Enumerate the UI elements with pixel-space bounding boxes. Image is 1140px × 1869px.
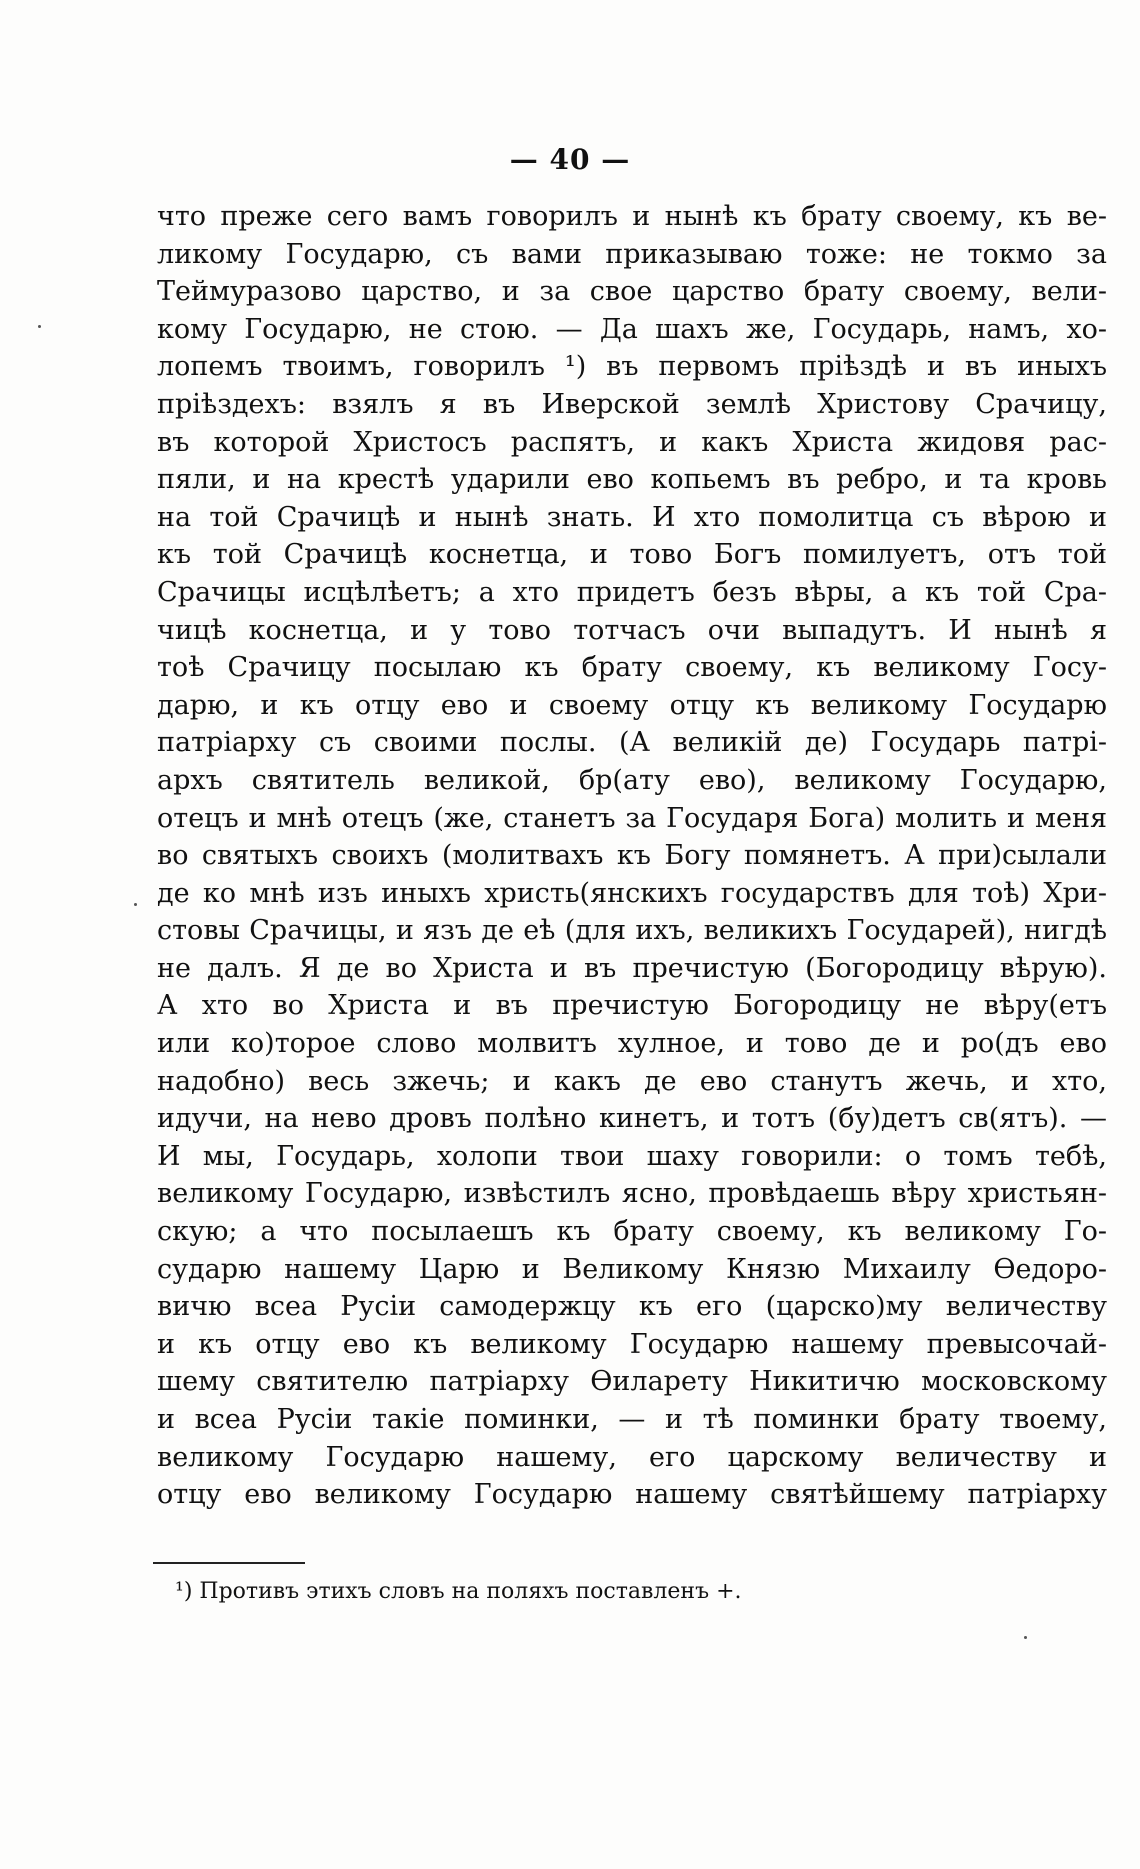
text-line: шему святителю патріарху Ѳиларету Никитичю московскому — [157, 1366, 1107, 1398]
text-line: И мы, Государь, холопи твои шаху говорили: о томъ тебѣ, — [157, 1140, 1107, 1172]
text-line: де ко мнѣ изъ иныхъ христь(янскихъ государствъ для тоѣ) Хри- — [157, 877, 1107, 909]
text-line: не далъ. Я де во Христа и въ пречистую (Богородицу вѣрую). — [157, 952, 1107, 984]
text-line: архъ святитель великой, бр(ату ево), великому Государю, — [157, 764, 1107, 796]
text-line: идучи, на нево дровъ полѣно кинетъ, и тотъ (бу)детъ св(ятъ). — — [157, 1103, 1107, 1135]
text-line: пріѣздехъ: взялъ я въ Иверской землѣ Христову Срачицу, — [157, 388, 1107, 420]
text-line: и къ отцу ево къ великому Государю нашему превысочай- — [157, 1328, 1107, 1360]
text-line: или ко)торое слово молвитъ хулное, и тово де и ро(дъ ево — [157, 1028, 1107, 1060]
text-line: къ той Срачицѣ коснетца, и тово Богъ помилуетъ, отъ той — [157, 539, 1107, 571]
text-line: великому Государю, извѣстилъ ясно, провѣдаешь вѣру христьян- — [157, 1178, 1107, 1210]
text-line: пяли, и на крестѣ ударили ево копьемъ въ ребро, и та кровь — [157, 464, 1107, 496]
text-line: чицѣ коснетца, и у тово тотчасъ очи выпадутъ. И нынѣ я — [157, 614, 1107, 646]
text-line: кому Государю, не стою. — Да шахъ же, Государь, намъ, хо- — [157, 313, 1107, 345]
text-line: надобно) весь зжечь; и какъ де ево станутъ жечь, и хто, — [157, 1065, 1107, 1097]
footnote-divider — [153, 1562, 305, 1564]
footnote: ¹) Противъ этихъ словъ на поляхъ поставленъ +. — [175, 1579, 742, 1604]
text-line: вичю всеа Русіи самодержцу къ его (царско)му величеству — [157, 1291, 1107, 1323]
text-line: что преже сего вамъ говорилъ и нынѣ къ брату своему, къ ве- — [157, 201, 1107, 232]
text-line: на той Срачицѣ и нынѣ знать. И хто помолитца съ вѣрою и — [157, 501, 1107, 533]
text-line: въ которой Христосъ распятъ, и какъ Христа жидовя рас- — [157, 426, 1107, 458]
page-number: — 40 — — [509, 143, 631, 176]
text-line: сударю нашему Царю и Великому Князю Михаилу Ѳедоро- — [157, 1253, 1107, 1285]
text-line: Срачицы исцѣлѣетъ; а хто придетъ безъ вѣры, а къ той Сра- — [157, 576, 1107, 608]
text-line: скую; а что посылаешъ къ брату своему, къ великому Го- — [157, 1216, 1107, 1248]
text-line: тоѣ Срачицу посылаю къ брату своему, къ великому Госу- — [157, 652, 1107, 684]
ink-speck — [134, 903, 137, 906]
text-line: и всеа Русіи такіе поминки, — и тѣ поминки брату твоему, — [157, 1404, 1107, 1435]
body-text — [157, 198, 1107, 1514]
text-line: лопемъ твоимъ, говорилъ ¹) въ первомъ пріѣздѣ и въ иныхъ — [157, 351, 1107, 383]
text-line: отцу ево великому Государю нашему святѣйшему патріарху — [157, 1479, 1107, 1511]
text-line: отецъ и мнѣ отецъ (же, станетъ за Государя Бога) молить и меня — [157, 802, 1107, 834]
ink-speck — [38, 325, 41, 328]
text-line: стовы Срачицы, и язъ де еѣ (для ихъ, великихъ Государей), нигдѣ — [157, 915, 1107, 947]
text-line: во святыхъ своихъ (молитвахъ къ Богу помянетъ. А при)сылали — [157, 840, 1107, 872]
text-line: ликому Государю, съ вами приказываю тоже: не токмо за — [157, 238, 1107, 270]
text-line: Теймуразово царство, и за свое царство брату своему, вели- — [157, 276, 1107, 308]
text-line: А хто во Христа и въ пречистую Богородицу не вѣру(етъ — [157, 990, 1107, 1022]
text-line: дарю, и къ отцу ево и своему отцу къ великому Государю — [157, 689, 1107, 721]
ink-speck — [1024, 1636, 1027, 1639]
text-line: патріарху съ своими послы. (А великій де) Государь патрі- — [157, 727, 1107, 759]
text-line: великому Государю нашему, его царскому величеству и — [157, 1441, 1107, 1473]
